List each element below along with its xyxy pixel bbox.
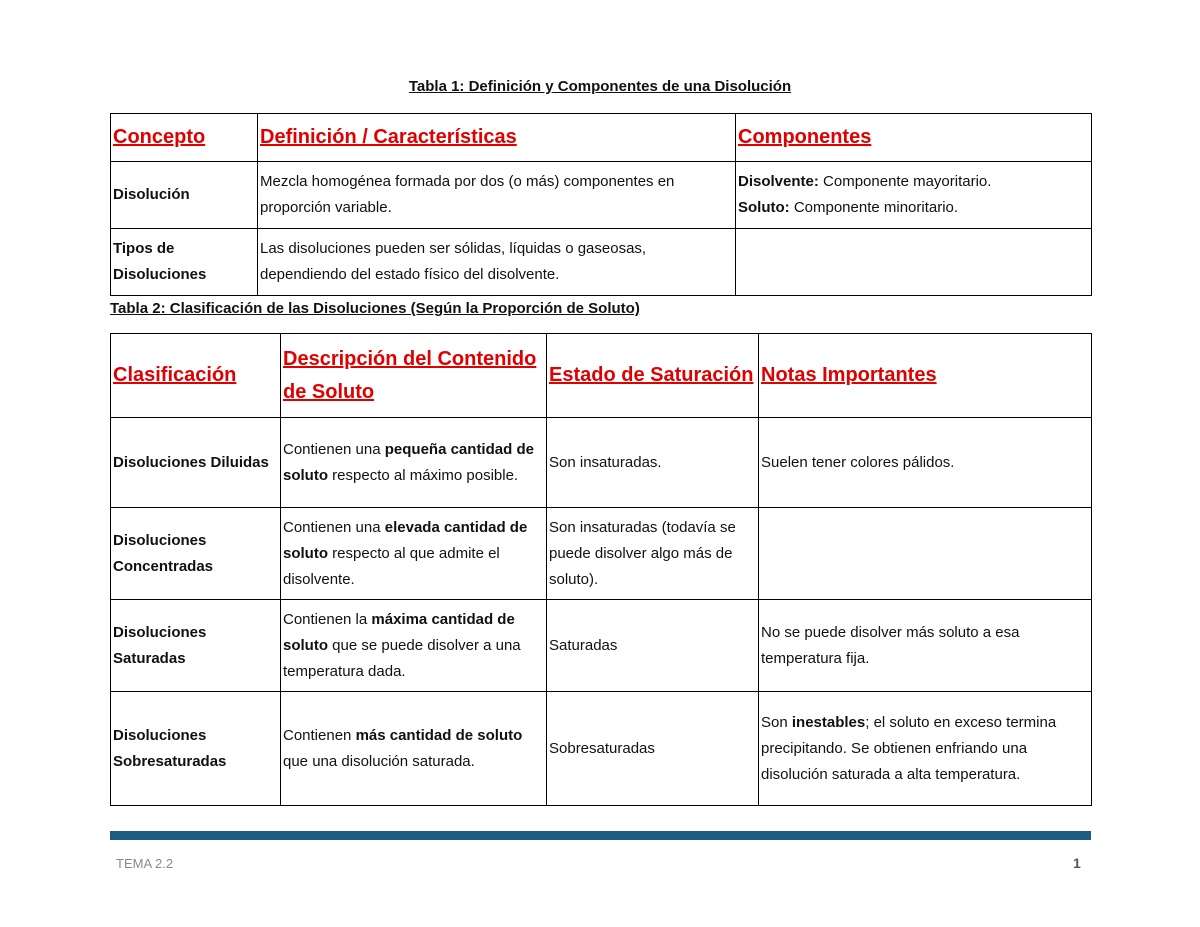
text-segment: No se puede disolver más soluto a esa temperatura fija. (761, 623, 1020, 667)
emphasis-text: pequeña cantidad de soluto (283, 440, 534, 484)
state-cell: Son insaturadas (todavía se puede disolver algo más de soluto). (547, 508, 759, 600)
text-segment: respecto al que admite el disolvente. (283, 544, 500, 588)
notes-cell (759, 600, 1092, 692)
table1-header-components: Componentes (736, 114, 1092, 162)
table2-header-description: Descripción del Contenido de Soluto (281, 334, 547, 418)
component-text: Componente mayoritario. (818, 173, 992, 190)
text-segment: Contienen una (283, 440, 385, 458)
component-line (738, 169, 1089, 195)
table-row (111, 600, 1092, 692)
table-row (111, 229, 1092, 296)
concept-cell: Disolución (111, 162, 258, 229)
description-cell (281, 508, 547, 600)
table2-body (111, 418, 1092, 806)
text-segment: ; el soluto en exceso termina precipitando. Se obtienen enfriando una disolución saturada a alta temperatura. (761, 713, 1057, 783)
description-cell (281, 418, 547, 508)
definition-cell: Mezcla homogénea formada por dos (o más) componentes en proporción variable. (258, 162, 736, 229)
state-cell: Sobresaturadas (547, 692, 759, 806)
table1-header-row (111, 114, 1092, 162)
notes-cell (759, 692, 1092, 806)
description-cell (281, 692, 547, 806)
description-cell (281, 600, 547, 692)
state-cell: Son insaturadas. (547, 418, 759, 508)
components-cell (736, 229, 1092, 296)
table2-header-notes: Notas Importantes (759, 334, 1092, 418)
table2-caption: Tabla 2: Clasificación de las Disoluciones (Según la Proporción de Soluto) (110, 300, 640, 317)
text-segment: que se puede disolver a una temperatura dada. (283, 636, 521, 680)
text-segment: respecto al máximo posible. (328, 466, 519, 484)
table1 (110, 113, 1092, 296)
classification-cell: Disoluciones Diluidas (111, 418, 281, 508)
footer-section-label: TEMA 2.2 (116, 856, 174, 871)
emphasis-text: más cantidad de soluto (355, 726, 523, 744)
text-segment: Contienen la (283, 610, 372, 628)
definition-cell: Las disoluciones pueden ser sólidas, líquidas o gaseosas, dependiendo del estado físico del disolvente. (258, 229, 736, 296)
table1-caption: Tabla 1: Definición y Componentes de una Disolución (408, 78, 792, 95)
component-text: Componente minoritario. (789, 199, 959, 216)
classification-cell: Disoluciones Saturadas (111, 600, 281, 692)
component-line (738, 195, 1089, 221)
component-label: Disolvente: (738, 173, 819, 190)
emphasis-text: inestables (791, 713, 866, 731)
classification-cell: Disoluciones Sobresaturadas (111, 692, 281, 806)
table1-header-concept: Concepto (111, 114, 258, 162)
table2-header-state: Estado de Saturación (547, 334, 759, 418)
concept-cell: Tipos de Disoluciones (111, 229, 258, 296)
classification-cell: Disoluciones Concentradas (111, 508, 281, 600)
text-segment: Suelen tener colores pálidos. (761, 453, 955, 471)
component-label: Soluto: (738, 199, 790, 216)
table-row (111, 418, 1092, 508)
table-row (111, 162, 1092, 229)
table1-header-definition: Definición / Características (258, 114, 736, 162)
text-segment: Son (761, 713, 792, 731)
state-cell: Saturadas (547, 600, 759, 692)
text-segment: Contienen una (283, 518, 385, 536)
table-row (111, 508, 1092, 600)
table2-header-classification: Clasificación (111, 334, 281, 418)
table-row (111, 692, 1092, 806)
notes-cell (759, 418, 1092, 508)
text-segment: Contienen (283, 726, 356, 744)
table2 (110, 333, 1092, 806)
table2-header-row (111, 334, 1092, 418)
emphasis-text: máxima cantidad de soluto (283, 610, 515, 654)
components-cell (736, 162, 1092, 229)
footer-bar (110, 831, 1091, 840)
text-segment: que una disolución saturada. (283, 752, 475, 770)
page-number: 1 (1073, 855, 1081, 871)
emphasis-text: elevada cantidad de soluto (283, 518, 528, 562)
notes-cell (759, 508, 1092, 600)
